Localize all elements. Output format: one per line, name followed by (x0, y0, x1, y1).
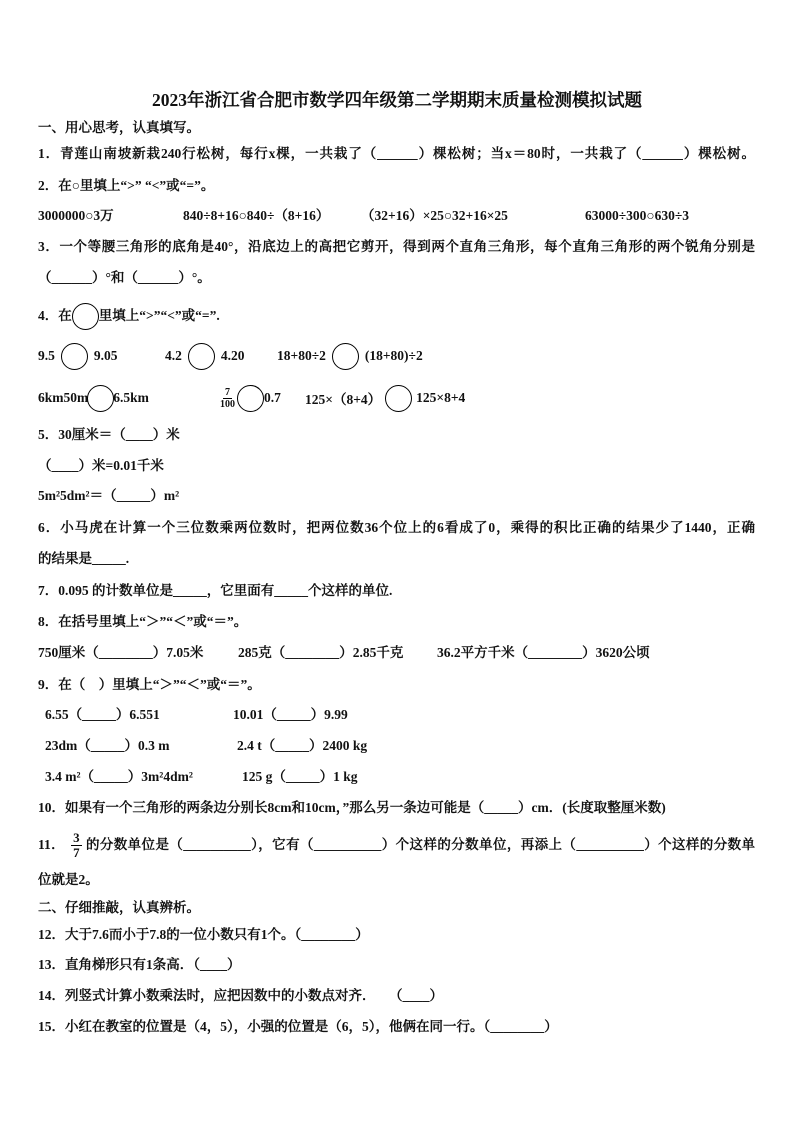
question-13: 13．直角梯形只有1条高．（____） (38, 957, 241, 972)
question-11-line-2: 位就是2。 (38, 872, 99, 887)
section-heading-2: 二、仔细推敲，认真辨析。 (38, 900, 200, 915)
question-9-prompt: 9．在（ ）里填上“＞”“＜”或“＝”。 (38, 677, 261, 692)
compare-item (38, 342, 118, 370)
question-2-item-2: 840÷8+16○840÷（8+16） (183, 208, 330, 223)
compare-right: 6.5km (113, 390, 149, 405)
compare-left: 18+80÷2 (277, 348, 326, 363)
compare-right: 9.05 (93, 348, 118, 363)
fraction-denominator: 7 (73, 845, 80, 861)
question-10: 10．如果有一个三角形的两条边分别长8cm和10cm，”那么另一条边可能是（_____）cm．(长度取整厘米数) (38, 800, 666, 815)
compare-item (277, 342, 423, 370)
compare-item (305, 384, 465, 412)
question-2-item-3: （32+16）×25○32+16×25 (361, 208, 508, 223)
compare-left: 125×（8+4） (305, 392, 382, 407)
question-11-label: 11． (38, 837, 66, 852)
question-6-line-2: 的结果是_____. (38, 551, 130, 566)
question-4-prompt (38, 302, 220, 330)
question-9-item: 125 g（_____）1 kg (242, 769, 358, 784)
question-15: 15．小红在教室的位置是（4，5），小强的位置是（6，5），他俩在同一行。（________） (38, 1019, 558, 1034)
fraction-numerator: 3 (73, 830, 80, 846)
question-11-line-1 (38, 830, 755, 861)
question-14: 14．列竖式计算小数乘法时，应把因数中的小数点对齐． （____） (38, 988, 443, 1003)
answer-circle (188, 343, 215, 370)
answer-circle (87, 385, 114, 412)
compare-left: 9.5 (38, 348, 55, 363)
fraction (71, 831, 82, 861)
answer-circle (385, 385, 412, 412)
question-1: 1．青莲山南坡新栽240行松树，每行x棵，一共栽了（______）棵松树；当x＝80时，一共栽了（______）棵松树。 (38, 146, 755, 161)
question-5-line-3: 5m²5dm²＝（_____）m² (38, 488, 180, 503)
question-5-line-2: （____）米=0.01千米 (38, 458, 164, 473)
question-2-prompt: 2．在○里填上“>” “<”或“=”。 (38, 178, 215, 193)
compare-item (220, 384, 281, 412)
section-heading-1: 一、用心思考，认真填写。 (38, 120, 200, 135)
question-2-item-1: 3000000○3万 (38, 208, 114, 223)
compare-right: (18+80)÷2 (364, 348, 423, 363)
question-12: 12．大于7.6而小于7.8的一位小数只有1个。（________） (38, 927, 369, 942)
question-4-prompt-start: 4．在 (38, 308, 72, 323)
question-4-prompt-end: 里填上“>”“<”或“=”. (98, 308, 220, 323)
question-8-item-1: 750厘米（________）7.05米 (38, 645, 204, 660)
answer-circle (237, 385, 264, 412)
page-title: 2023年浙江省合肥市数学四年级第二学期期末质量检测模拟试题 (152, 90, 642, 110)
question-6-line-1: 6．小马虎在计算一个三位数乘两位数时，把两位数36个位上的6看成了0，乘得的积比正确的结果少了1440，正确 (38, 520, 755, 535)
question-3-line-2: （______）°和（______）°。 (38, 270, 211, 285)
question-9-item: 10.01（_____）9.99 (233, 707, 348, 722)
question-8-item-3: 36.2平方千米（________）3620公顷 (437, 645, 650, 660)
compare-right: 125×8+4 (416, 390, 466, 405)
question-7: 7．0.095 的计数单位是_____，它里面有_____个这样的单位. (38, 583, 393, 598)
question-11-text: 的分数单位是（__________），它有（__________）个这样的分数单位，再添上（__________）个这样的分数单 (85, 837, 756, 852)
question-3-line-1: 3．一个等腰三角形的底角是40°，沿底边上的高把它剪开，得到两个直角三角形，每个直角三角形的两个锐角分别是 (38, 239, 755, 254)
compare-right: 0.7 (264, 390, 281, 405)
compare-right: 4.20 (220, 348, 245, 363)
question-8-prompt: 8．在括号里填上“＞”“＜”或“＝”。 (38, 614, 248, 629)
question-9-item: 3.4 m²（_____）3m²4dm² (45, 769, 193, 784)
compare-item (38, 384, 149, 412)
compare-left: 4.2 (165, 348, 182, 363)
question-9-item: 23dm（_____）0.3 m (45, 738, 170, 753)
compare-item (165, 342, 245, 370)
fraction (220, 387, 235, 410)
question-5-line-1: 5．30厘米＝（____）米 (38, 427, 180, 442)
question-8-item-2: 285克（________）2.85千克 (238, 645, 404, 660)
compare-left: 6km50m (38, 390, 89, 405)
question-2-item-4: 63000÷300○630÷3 (585, 208, 689, 223)
answer-circle (332, 343, 359, 370)
fraction-denominator: 100 (220, 398, 235, 410)
fraction-numerator: 7 (225, 386, 230, 398)
answer-circle (61, 343, 88, 370)
question-9-item: 2.4 t（_____）2400 kg (237, 738, 368, 753)
answer-circle (72, 303, 99, 330)
question-9-item: 6.55（_____）6.551 (45, 707, 160, 722)
